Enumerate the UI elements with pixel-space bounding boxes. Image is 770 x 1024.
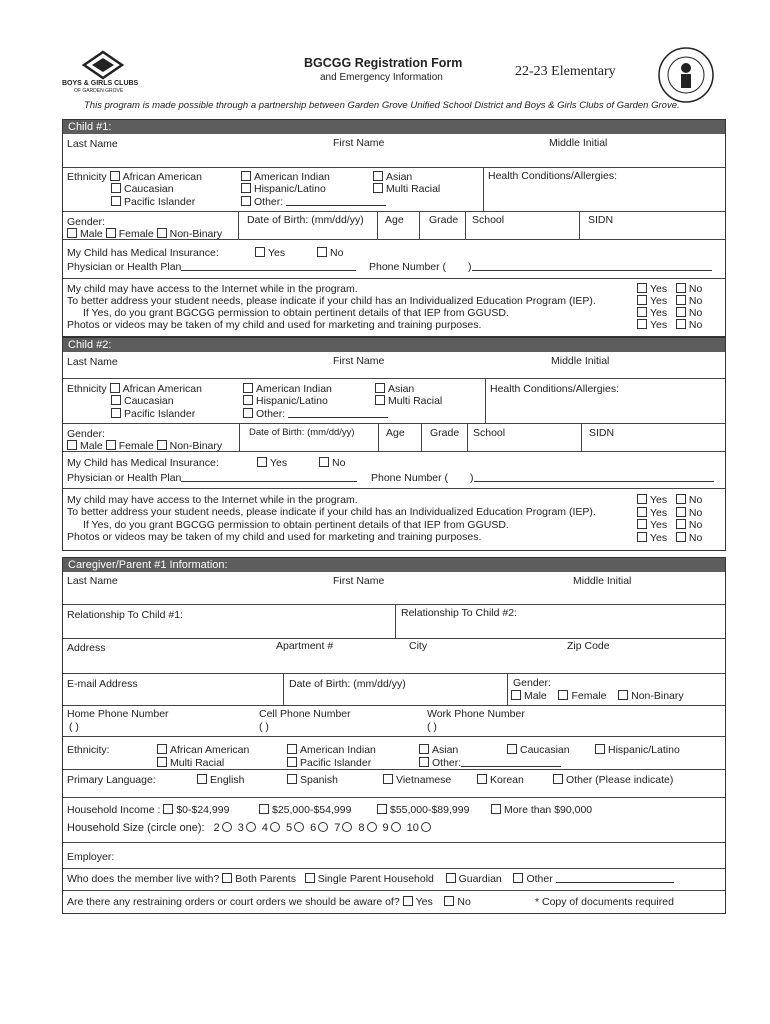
phone-input[interactable] xyxy=(472,261,712,271)
child-1-section: Child #1: Last Name First Name Middle Initial Ethnicity African American Caucasian Pacific Islander American Indian Hispanic/Latino Other: Asian Multi Racial Health Conditions/Allergies: Gender: Male Female Non-Binary Date of Birth: (mm/dd/yy) Age Grade School SIDN My Child has Medical Insurance: Yes No Physician or Health Plan Phone Number ( ) My child may have access to the Internet while in the program. To better address your student needs, please indicate if your child has an Individualized Education Program (IEP). If Yes, do you grant BGCGG permission to obtain pertinent details of that IEP from GGUSD. Photos or videos may be taken of my child and used for marketing and training purposes. Yes No Yes No Yes No Yes No xyxy=(62,119,726,337)
household-size-value: 10 xyxy=(406,822,419,834)
form-title: BGCGG Registration Form xyxy=(304,56,463,70)
cg-middle-initial-label: Middle Initial xyxy=(573,575,632,587)
cg-rel2-label: Relationship To Child #2: xyxy=(401,607,517,619)
child-2-header: Child #2: xyxy=(63,338,725,352)
household-size-option[interactable] xyxy=(262,822,280,834)
child-2-first-name-label: First Name xyxy=(333,355,385,367)
checkbox[interactable] xyxy=(676,307,686,317)
checkbox[interactable] xyxy=(507,744,517,754)
cg-gender-label: Gender: xyxy=(513,677,551,689)
checkbox[interactable] xyxy=(222,873,232,883)
checkbox[interactable] xyxy=(243,408,253,418)
radio-circle[interactable] xyxy=(367,822,377,832)
checkbox[interactable] xyxy=(255,247,265,257)
cg-zip-label: Zip Code xyxy=(567,640,610,652)
checkbox[interactable] xyxy=(618,690,628,700)
household-size-value: 8 xyxy=(358,822,365,834)
physician-input[interactable] xyxy=(181,472,357,482)
child-1-grade-label: Grade xyxy=(429,214,459,226)
child-2-health-label: Health Conditions/Allergies: xyxy=(490,383,619,395)
option-label: American Indian xyxy=(254,171,330,183)
household-size-value: 9 xyxy=(382,822,389,834)
child-1-sidn-label: SIDN xyxy=(588,214,614,226)
child-2-phone-label: Phone Number ( xyxy=(371,472,449,484)
child-2-gender-label: Gender: xyxy=(67,428,105,440)
household-size-value: 5 xyxy=(286,822,293,834)
cg-city-label: City xyxy=(409,640,428,652)
checkbox[interactable] xyxy=(553,774,563,784)
bgc-hands-icon xyxy=(78,50,128,80)
cg-household-size: Household Size (circle one): 2 3 4 5 6 7 8 9 10 xyxy=(67,822,431,834)
checkbox[interactable] xyxy=(67,440,77,450)
child-1-q-iep: To better address your student needs, please indicate if your child has an Individualized Education Program (IEP). xyxy=(67,295,596,307)
checkbox[interactable] xyxy=(106,228,116,238)
checkbox[interactable] xyxy=(157,744,167,754)
child-2-insurance-label: My Child has Medical Insurance: xyxy=(67,457,219,469)
checkbox[interactable] xyxy=(319,457,329,467)
logo-text: BOYS & GIRLS CLUBS xyxy=(62,80,139,87)
checkbox[interactable] xyxy=(111,183,121,193)
option-label: Pacific Islander xyxy=(124,196,196,208)
radio-circle[interactable] xyxy=(270,822,280,832)
household-size-value: 6 xyxy=(310,822,317,834)
cg-lives-with: Who does the member live with? Both Parents Single Parent Household Guardian Other xyxy=(67,873,674,885)
child-1-phone-label: Phone Number ( xyxy=(369,261,447,273)
household-size-option[interactable] xyxy=(310,822,328,834)
checkbox[interactable] xyxy=(676,319,686,329)
other-input[interactable] xyxy=(286,196,386,206)
checkbox[interactable] xyxy=(676,283,686,293)
cg-last-name-label: Last Name xyxy=(67,575,118,587)
cg-restraining: Are there any restraining orders or court orders we should be aware of? Yes No xyxy=(67,896,471,908)
checkbox[interactable] xyxy=(491,804,501,814)
child-1-q-photos: Photos or videos may be taken of my child and used for marketing and training purposes. xyxy=(67,319,482,331)
cg-home-phone-input[interactable]: ( ) xyxy=(69,721,79,733)
radio-circle[interactable] xyxy=(246,822,256,832)
child-2-section: Child #2: Last Name First Name Middle Initial Ethnicity African American Caucasian Pacific Islander American Indian Hispanic/Latino Other: Asian Multi Racial Health Conditions/Allergies: Gender: Male Female Non-Binary Date of Birth: (mm/dd/yy) Age Grade School SIDN My Child has Medical Insurance: Yes No Physician or Health Plan Phone Number ( ) My child may have access to the Internet while in the program. To better address your student needs, please indicate if your child has an Individualized Education Program (IEP). If Yes, do you grant BGCGG permission to obtain pertinent details of that IEP from GGUSD. Photos or videos may be taken of my child and used for marketing and training purposes. Yes No Yes No Yes No Yes No xyxy=(62,337,726,551)
household-size-value: 2 xyxy=(213,822,220,834)
cg-work-phone-input[interactable]: ( ) xyxy=(427,721,437,733)
checkbox[interactable] xyxy=(111,196,121,206)
checkbox[interactable] xyxy=(558,690,568,700)
checkbox[interactable] xyxy=(676,519,686,529)
cg-first-name-label: First Name xyxy=(333,575,385,587)
checkbox[interactable] xyxy=(637,283,647,293)
checkbox[interactable] xyxy=(287,757,297,767)
child-1-yes-no: Yes No Yes No Yes No Yes No xyxy=(637,283,702,331)
other-input[interactable] xyxy=(461,757,561,767)
checkbox[interactable] xyxy=(403,896,413,906)
child-2-last-name-label: Last Name xyxy=(67,356,118,368)
checkbox[interactable] xyxy=(676,494,686,504)
child-2-yes-no: Yes No Yes No Yes No Yes No xyxy=(637,494,702,544)
household-size-option[interactable] xyxy=(358,822,376,834)
checkbox[interactable] xyxy=(111,395,121,405)
household-size-value: 7 xyxy=(334,822,341,834)
child-1-header: Child #1: xyxy=(63,120,725,134)
checkbox[interactable] xyxy=(373,171,383,181)
bgc-logo xyxy=(62,50,144,94)
checkbox[interactable] xyxy=(111,408,121,418)
cg-cell-phone-label: Cell Phone Number xyxy=(259,708,351,720)
child-1-q-iep-permission: If Yes, do you grant BGCGG permission to obtain pertinent details of that IEP from GGUSD. xyxy=(83,307,509,319)
household-size-options xyxy=(208,822,431,834)
checkbox[interactable] xyxy=(257,457,267,467)
household-size-option[interactable] xyxy=(238,822,256,834)
checkbox[interactable] xyxy=(676,532,686,542)
form-subtitle: and Emergency Information xyxy=(320,72,443,83)
child-1-age-label: Age xyxy=(385,214,404,226)
household-size-option[interactable] xyxy=(407,822,431,834)
checkbox[interactable] xyxy=(163,804,173,814)
checkbox[interactable] xyxy=(157,228,167,238)
child-2-sidn-label: SIDN xyxy=(589,427,615,439)
radio-circle[interactable] xyxy=(318,822,328,832)
checkbox[interactable] xyxy=(110,383,120,393)
checkbox[interactable] xyxy=(375,395,385,405)
logo-subtext: OF GARDEN GROVE xyxy=(74,88,124,94)
ethnicity-label: Ethnicity xyxy=(67,383,107,395)
child-1-last-name-label: Last Name xyxy=(67,138,118,150)
cg-apartment-label: Apartment # xyxy=(276,640,334,652)
checkbox[interactable] xyxy=(637,532,647,542)
checkbox[interactable] xyxy=(419,757,429,767)
child-1-middle-initial-label: Middle Initial xyxy=(549,137,608,149)
checkbox[interactable] xyxy=(157,757,167,767)
cg-dob-label: Date of Birth: (mm/dd/yy) xyxy=(289,678,406,690)
cg-address-label: Address xyxy=(67,642,106,654)
other-input[interactable] xyxy=(288,408,388,418)
child-2-q-iep: To better address your student needs, please indicate if your child has an Individualized Education Program (IEP). xyxy=(67,506,596,518)
checkbox[interactable] xyxy=(110,171,120,181)
checkbox[interactable] xyxy=(513,873,523,883)
checkbox[interactable] xyxy=(637,307,647,317)
ethnicity-label: Ethnicity xyxy=(67,171,107,183)
child-2-school-label: School xyxy=(473,427,506,439)
child-1-gender-label: Gender: xyxy=(67,216,105,228)
household-size-option[interactable] xyxy=(214,822,232,834)
checkbox[interactable] xyxy=(477,774,487,784)
child-1-dob-label: Date of Birth: (mm/dd/yy) xyxy=(247,214,364,226)
child-2-dob-label: Date of Birth: (mm/dd/yy) xyxy=(249,427,355,438)
phone-input[interactable] xyxy=(474,472,714,482)
checkbox[interactable] xyxy=(373,183,383,193)
child-2-q-internet: My child may have access to the Internet while in the program. xyxy=(67,494,358,506)
cg-ethnicity-label: Ethnicity: xyxy=(67,744,110,756)
child-2-q-photos: Photos or videos may be taken of my child and used for marketing and training purposes. xyxy=(67,531,482,543)
child-2-q-iep-permission: If Yes, do you grant BGCGG permission to obtain pertinent details of that IEP from GGUSD. xyxy=(83,519,509,531)
child-2-physician-label: Physician or Health Plan xyxy=(67,472,182,484)
checkbox[interactable] xyxy=(444,896,454,906)
child-1-school-label: School xyxy=(472,214,505,226)
child-1-ethnicity-label xyxy=(67,171,202,183)
other-input[interactable] xyxy=(556,873,674,883)
garden-grove-seal xyxy=(657,46,715,104)
household-size-value: 4 xyxy=(261,822,269,834)
cg-employer-label: Employer: xyxy=(67,851,115,863)
cg-rel1-label: Relationship To Child #1: xyxy=(67,609,183,621)
caregiver-header: Caregiver/Parent #1 Information: xyxy=(63,558,725,572)
option-label: Multi Racial xyxy=(386,183,441,195)
option-label: Hispanic/Latino xyxy=(254,183,326,195)
checkbox[interactable] xyxy=(637,519,647,529)
checkbox[interactable] xyxy=(241,171,251,181)
checkbox[interactable] xyxy=(419,744,429,754)
cg-cell-phone-input[interactable]: ( ) xyxy=(259,721,269,733)
child-2-middle-initial-label: Middle Initial xyxy=(551,355,610,367)
checkbox[interactable] xyxy=(317,247,327,257)
child-1-q-internet: My child may have access to the Internet while in the program. xyxy=(67,283,358,295)
checkbox[interactable] xyxy=(637,295,647,305)
checkbox[interactable] xyxy=(375,383,385,393)
radio-circle[interactable] xyxy=(421,822,431,832)
radio-circle[interactable] xyxy=(342,822,352,832)
household-size-value: 3 xyxy=(237,822,244,834)
year-label: 22-23 Elementary xyxy=(515,64,616,79)
checkbox[interactable] xyxy=(637,507,647,517)
checkbox[interactable] xyxy=(637,319,647,329)
checkbox[interactable] xyxy=(511,690,521,700)
option-label: African American xyxy=(122,171,202,183)
child-1-first-name-label: First Name xyxy=(333,137,385,149)
child-1-health-label: Health Conditions/Allergies: xyxy=(488,170,617,182)
partnership-note: This program is made possible through a partnership between Garden Grove Unified School District and Boys & Girls Clubs of Garden Grove. xyxy=(84,100,680,111)
checkbox[interactable] xyxy=(676,295,686,305)
cg-email-label: E-mail Address xyxy=(67,678,138,690)
child-1-insurance-label: My Child has Medical Insurance: xyxy=(67,247,219,259)
radio-circle[interactable] xyxy=(222,822,232,832)
option-label: Caucasian xyxy=(124,183,174,195)
cg-income-label: Household Income : $0-$24,999 xyxy=(67,804,230,816)
checkbox[interactable] xyxy=(67,228,77,238)
checkbox[interactable] xyxy=(243,395,253,405)
radio-circle[interactable] xyxy=(294,822,304,832)
checkbox[interactable] xyxy=(446,873,456,883)
checkbox[interactable] xyxy=(259,804,269,814)
checkbox[interactable] xyxy=(676,507,686,517)
cg-home-phone-label: Home Phone Number xyxy=(67,708,169,720)
radio-circle[interactable] xyxy=(391,822,401,832)
checkbox[interactable] xyxy=(305,873,315,883)
household-size-option[interactable] xyxy=(334,822,352,834)
cg-language-label: Primary Language: xyxy=(67,774,156,786)
checkbox[interactable] xyxy=(377,804,387,814)
checkbox[interactable] xyxy=(243,383,253,393)
child-2-age-label: Age xyxy=(386,427,405,439)
checkbox[interactable] xyxy=(637,494,647,504)
checkbox[interactable] xyxy=(287,744,297,754)
checkbox[interactable] xyxy=(106,440,116,450)
checkbox[interactable] xyxy=(241,196,251,206)
child-2-grade-label: Grade xyxy=(430,427,460,439)
option-label: Other: xyxy=(254,196,284,208)
child-1-physician-label: Physician or Health Plan xyxy=(67,261,182,273)
caregiver-section: Caregiver/Parent #1 Information: Last Name First Name Middle Initial Relationship To Child #1: Relationship To Child #2: Address Apartment # City Zip Code E-mail Address Date of Birth: (mm/dd/yy) Gender: Male Female Non-Binary Home Phone Number ( ) Cell Phone Number ( ) Work Phone Number ( ) Ethnicity: African American Multi Racial American Indian Pacific Islander Asian Other: Caucasian Hispanic/Latino Primary Language: English Spanish Vietnamese Korean Other (Please indicate) Household Income : $0-$24,999 $25,000-$54,999 $55,000-$89,999 More than $90,000 Household Size (circle one): 2 3 4 5 6 7 8 9 10 Employer: Who does the member live with? Both Parents Single Parent Household Guardian Other Are there any restraining orders or court orders we should be aware of? Yes No * Copy of documents required xyxy=(62,557,726,914)
checkbox[interactable] xyxy=(287,774,297,784)
checkbox[interactable] xyxy=(241,183,251,193)
cg-copy-note: * Copy of documents required xyxy=(535,896,674,908)
option-label: Asian xyxy=(386,171,413,183)
physician-input[interactable] xyxy=(181,261,356,271)
cg-work-phone-label: Work Phone Number xyxy=(427,708,525,720)
checkbox[interactable] xyxy=(197,774,207,784)
household-size-option[interactable] xyxy=(383,822,401,834)
checkbox[interactable] xyxy=(157,440,167,450)
household-size-option[interactable] xyxy=(286,822,304,834)
checkbox[interactable] xyxy=(595,744,605,754)
checkbox[interactable] xyxy=(383,774,393,784)
